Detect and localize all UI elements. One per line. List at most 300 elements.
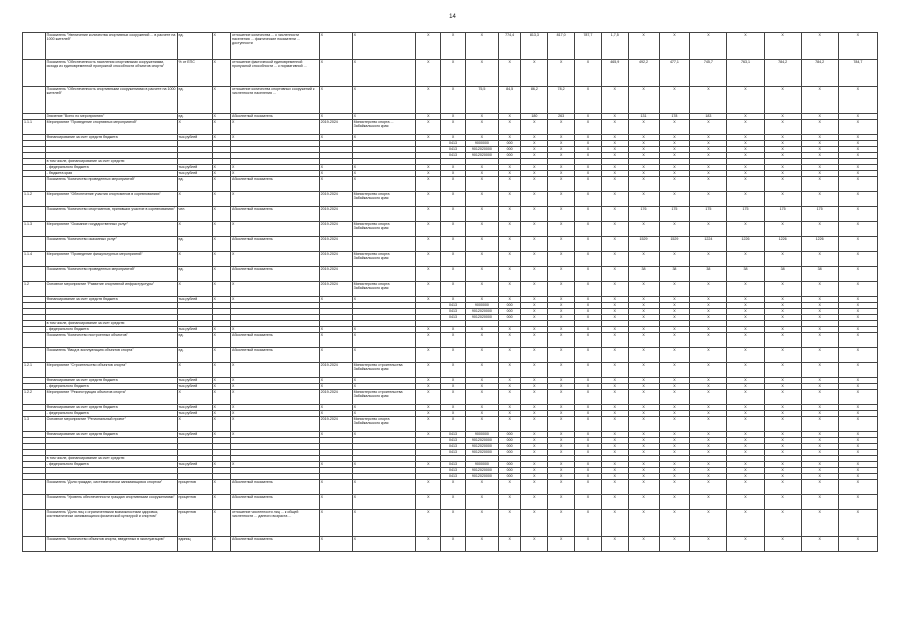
- table-cell: X: [465, 480, 498, 495]
- table-row: [23, 495, 878, 510]
- table-cell: X: [441, 60, 466, 87]
- table-cell: X: [801, 114, 838, 120]
- table-cell: X: [521, 315, 548, 321]
- table-cell: X: [727, 510, 764, 537]
- table-cell: единиц: [177, 537, 212, 552]
- table-cell: X: [764, 510, 801, 537]
- table-cell: X: [601, 390, 628, 405]
- table-cell: отношение количества ... к численности населения ... фактические показатели ... доступности: [231, 33, 320, 60]
- table-cell: в том числе, финансирование за счет средств:: [45, 456, 177, 462]
- table-cell: X: [177, 222, 212, 237]
- table-cell: X: [575, 192, 602, 207]
- table-cell: 465,9: [601, 60, 628, 87]
- table-cell: X: [659, 171, 690, 177]
- table-cell: X: [548, 405, 575, 411]
- table-cell: X: [628, 177, 659, 192]
- table-cell: X: [548, 348, 575, 363]
- table-cell: X: [416, 390, 441, 405]
- table-cell: X: [801, 192, 838, 207]
- table-cell: X: [727, 363, 764, 378]
- table-cell: X: [628, 510, 659, 537]
- table-cell: X: [690, 444, 727, 450]
- table-cell: X: [575, 444, 602, 450]
- table-cell: X: [628, 390, 659, 405]
- table-cell: X: [231, 363, 320, 378]
- table-cell: X: [212, 390, 231, 405]
- table-cell: Финансирование за счет средств бюджета: [45, 297, 177, 303]
- table-cell: X: [764, 303, 801, 309]
- table-cell: X: [601, 378, 628, 384]
- table-cell: X: [601, 282, 628, 297]
- table-cell: X: [628, 417, 659, 432]
- table-cell: Министерство спорта Забайкальского края: [352, 282, 416, 297]
- table-cell: X: [465, 282, 498, 297]
- table-cell: X: [231, 252, 320, 267]
- table-cell: X: [659, 363, 690, 378]
- table-cell: X: [498, 384, 521, 390]
- table-cell: 0413: [441, 444, 466, 450]
- table-cell: [23, 60, 46, 87]
- table-cell: 0413: [441, 474, 466, 480]
- table-cell: 9012020000: [465, 147, 498, 153]
- table-cell: Абсолютный показатель: [231, 237, 320, 252]
- table-cell: X: [352, 297, 416, 303]
- table-cell: X: [764, 480, 801, 495]
- table-cell: X: [212, 120, 231, 135]
- table-cell: X: [727, 165, 764, 171]
- table-cell: X: [548, 192, 575, 207]
- table-row: [23, 267, 878, 282]
- table-cell: X: [575, 135, 602, 141]
- table-cell: X: [838, 114, 877, 120]
- table-cell: Финансирование за счет средств бюджета: [45, 432, 177, 438]
- table-row: [23, 237, 878, 252]
- table-cell: X: [575, 390, 602, 405]
- table-cell: X: [575, 222, 602, 237]
- table-cell: X: [801, 510, 838, 537]
- table-cell: X: [801, 327, 838, 333]
- table-row: [23, 33, 878, 60]
- table-cell: X: [575, 309, 602, 315]
- table-cell: 000: [498, 444, 521, 450]
- table-cell: X: [352, 411, 416, 417]
- table-cell: X: [352, 171, 416, 177]
- table-cell: X: [548, 333, 575, 348]
- table-cell: X: [801, 495, 838, 510]
- table-cell: X: [548, 153, 575, 159]
- table-cell: тыс.рублей: [177, 432, 212, 438]
- table-cell: X: [521, 153, 548, 159]
- table-cell: X: [352, 327, 416, 333]
- table-cell: X: [727, 378, 764, 384]
- table-cell: 1.2.2: [23, 390, 46, 405]
- table-cell: X: [801, 252, 838, 267]
- table-cell: 84,5: [498, 87, 521, 114]
- table-cell: X: [801, 282, 838, 297]
- table-cell: X: [659, 537, 690, 552]
- table-cell: X: [521, 390, 548, 405]
- table-cell: X: [628, 165, 659, 171]
- table-cell: 9000000: [465, 303, 498, 309]
- table-cell: X: [212, 297, 231, 303]
- table-cell: - федерального бюджета: [45, 411, 177, 417]
- table-cell: X: [659, 384, 690, 390]
- table-cell: X: [601, 537, 628, 552]
- table-cell: Мероприятие "Строительство объектов спорта": [45, 363, 177, 378]
- table-cell: X: [690, 33, 727, 60]
- table-cell: X: [659, 333, 690, 348]
- table-cell: 1.3: [23, 417, 46, 432]
- table-cell: X: [465, 114, 498, 120]
- table-cell: X: [319, 537, 352, 552]
- table-cell: 175: [690, 207, 727, 222]
- table-cell: 2019-2024: [319, 237, 352, 252]
- table-cell: X: [838, 417, 877, 432]
- table-cell: X: [319, 348, 352, 363]
- table-cell: X: [690, 141, 727, 147]
- table-cell: X: [801, 33, 838, 60]
- table-cell: X: [416, 510, 441, 537]
- table-cell: X: [177, 390, 212, 405]
- table-cell: X: [801, 432, 838, 438]
- table-cell: X: [548, 390, 575, 405]
- table-cell: X: [212, 432, 231, 438]
- table-cell: X: [575, 468, 602, 474]
- table-cell: X: [441, 135, 466, 141]
- table-cell: X: [838, 237, 877, 252]
- table-cell: X: [659, 147, 690, 153]
- table-cell: 1.1.4: [23, 252, 46, 267]
- table-cell: X: [521, 462, 548, 468]
- table-cell: X: [690, 462, 727, 468]
- table-cell: X: [521, 237, 548, 252]
- table-cell: X: [628, 33, 659, 60]
- table-cell: X: [628, 282, 659, 297]
- table-cell: X: [575, 438, 602, 444]
- table-cell: X: [416, 333, 441, 348]
- table-cell: X: [548, 177, 575, 192]
- table-cell: X: [575, 252, 602, 267]
- table-cell: 1.2.1: [23, 363, 46, 378]
- table-cell: X: [498, 120, 521, 135]
- table-cell: Министерство спорта Забайкальского края: [352, 222, 416, 237]
- table-cell: Финансирование за счет средств бюджета: [45, 135, 177, 141]
- table-cell: X: [659, 468, 690, 474]
- table-cell: X: [801, 153, 838, 159]
- table-cell: X: [601, 480, 628, 495]
- table-cell: X: [690, 510, 727, 537]
- table-cell: X: [521, 165, 548, 171]
- table-cell: 175: [727, 207, 764, 222]
- table-cell: X: [838, 252, 877, 267]
- table-cell: X: [690, 303, 727, 309]
- table-cell: X: [231, 171, 320, 177]
- table-cell: X: [231, 192, 320, 207]
- table-cell: X: [601, 252, 628, 267]
- table-cell: X: [465, 135, 498, 141]
- table-cell: X: [727, 462, 764, 468]
- table-cell: Показатель "Уровень обеспеченности граждан спортивными сооружениями": [45, 495, 177, 510]
- table-row: [23, 510, 878, 537]
- table-cell: X: [231, 390, 320, 405]
- table-cell: X: [212, 405, 231, 411]
- table-cell: X: [838, 120, 877, 135]
- table-cell: X: [416, 363, 441, 378]
- table-cell: X: [628, 135, 659, 141]
- table-cell: X: [521, 141, 548, 147]
- table-cell: X: [465, 252, 498, 267]
- table-cell: тыс.рублей: [177, 171, 212, 177]
- table-cell: X: [548, 267, 575, 282]
- table-cell: X: [416, 60, 441, 87]
- table-cell: X: [521, 147, 548, 153]
- table-cell: X: [601, 114, 628, 120]
- table-cell: X: [575, 177, 602, 192]
- table-cell: процентов: [177, 480, 212, 495]
- table-cell: X: [441, 33, 466, 60]
- table-cell: X: [690, 468, 727, 474]
- table-cell: X: [838, 333, 877, 348]
- table-cell: Показатель "Количество оказанных услуг": [45, 237, 177, 252]
- table-cell: X: [727, 171, 764, 177]
- table-cell: X: [231, 405, 320, 411]
- table-cell: X: [498, 411, 521, 417]
- table-cell: X: [690, 120, 727, 135]
- table-cell: X: [659, 432, 690, 438]
- table-cell: процентов: [177, 495, 212, 510]
- table-cell: X: [441, 378, 466, 384]
- table-cell: X: [416, 120, 441, 135]
- table-cell: X: [727, 114, 764, 120]
- table-cell: X: [319, 480, 352, 495]
- table-cell: X: [690, 192, 727, 207]
- table-cell: X: [690, 165, 727, 171]
- table-row: [23, 87, 878, 114]
- table-cell: [23, 333, 46, 348]
- table-cell: 000: [498, 141, 521, 147]
- table-cell: X: [575, 333, 602, 348]
- table-cell: X: [212, 537, 231, 552]
- table-cell: X: [601, 267, 628, 282]
- table-cell: X: [628, 438, 659, 444]
- table-cell: X: [212, 177, 231, 192]
- table-cell: 0413: [441, 462, 466, 468]
- table-row: [23, 207, 878, 222]
- table-cell: X: [659, 438, 690, 444]
- table-cell: X: [548, 141, 575, 147]
- table-cell: X: [690, 495, 727, 510]
- table-cell: X: [465, 33, 498, 60]
- table-cell: X: [601, 327, 628, 333]
- table-cell: X: [212, 348, 231, 363]
- table-cell: X: [659, 510, 690, 537]
- table-cell: X: [416, 432, 441, 438]
- table-cell: X: [575, 450, 602, 456]
- table-cell: ед.: [177, 267, 212, 282]
- table-row: [23, 177, 878, 192]
- table-cell: X: [838, 444, 877, 450]
- table-cell: X: [838, 462, 877, 468]
- table-cell: 745,7: [690, 60, 727, 87]
- table-cell: X: [521, 450, 548, 456]
- table-cell: X: [352, 177, 416, 192]
- table-cell: X: [416, 114, 441, 120]
- table-cell: 78,2: [548, 87, 575, 114]
- table-cell: X: [601, 141, 628, 147]
- table-cell: X: [659, 222, 690, 237]
- table-cell: X: [441, 267, 466, 282]
- table-cell: 0413: [441, 450, 466, 456]
- table-cell: X: [352, 510, 416, 537]
- table-cell: X: [801, 474, 838, 480]
- table-cell: X: [212, 480, 231, 495]
- table-cell: X: [521, 309, 548, 315]
- table-cell: X: [690, 411, 727, 417]
- table-cell: 9012020000: [465, 438, 498, 444]
- table-cell: X: [801, 363, 838, 378]
- table-cell: 787,7: [575, 33, 602, 60]
- table-cell: X: [838, 192, 877, 207]
- table-cell: X: [231, 282, 320, 297]
- table-cell: X: [801, 135, 838, 141]
- table-cell: X: [319, 333, 352, 348]
- table-cell: X: [601, 207, 628, 222]
- table-cell: X: [319, 432, 352, 438]
- table-row: [23, 417, 878, 432]
- table-cell: X: [212, 267, 231, 282]
- table-cell: X: [838, 177, 877, 192]
- table-row: [23, 192, 878, 207]
- table-cell: X: [548, 135, 575, 141]
- table-cell: X: [465, 267, 498, 282]
- table-cell: X: [764, 135, 801, 141]
- table-cell: X: [764, 327, 801, 333]
- table-cell: X: [601, 384, 628, 390]
- table-cell: X: [548, 510, 575, 537]
- table-cell: Основное мероприятие "Развитие спортивной инфраструктуры": [45, 282, 177, 297]
- table-cell: X: [521, 474, 548, 480]
- table-cell: Абсолютный показатель: [231, 177, 320, 192]
- table-cell: 1.1.2: [23, 192, 46, 207]
- table-cell: X: [690, 417, 727, 432]
- table-cell: X: [838, 267, 877, 282]
- table-cell: X: [727, 405, 764, 411]
- table-cell: X: [441, 363, 466, 378]
- table-cell: X: [441, 417, 466, 432]
- table-cell: X: [441, 333, 466, 348]
- table-cell: X: [764, 315, 801, 321]
- table-cell: X: [727, 303, 764, 309]
- table-cell: X: [465, 417, 498, 432]
- table-cell: X: [441, 87, 466, 114]
- table-cell: X: [628, 171, 659, 177]
- table-cell: 86,2: [521, 87, 548, 114]
- table-cell: X: [548, 495, 575, 510]
- table-cell: X: [690, 252, 727, 267]
- table-cell: X: [601, 510, 628, 537]
- table-cell: X: [801, 417, 838, 432]
- table-cell: X: [801, 309, 838, 315]
- table-cell: Показатель "Количество проведенных мероприятий": [45, 177, 177, 192]
- table-cell: X: [352, 384, 416, 390]
- table-cell: X: [838, 282, 877, 297]
- table-cell: X: [838, 165, 877, 171]
- table-cell: X: [764, 120, 801, 135]
- table-cell: X: [416, 282, 441, 297]
- table-cell: X: [575, 474, 602, 480]
- table-cell: X: [319, 510, 352, 537]
- table-cell: X: [521, 120, 548, 135]
- table-cell: X: [628, 303, 659, 309]
- table-cell: X: [416, 171, 441, 177]
- table-cell: X: [764, 192, 801, 207]
- table-cell: [23, 267, 46, 282]
- table-cell: тыс.рублей: [177, 462, 212, 468]
- table-cell: X: [628, 120, 659, 135]
- table-cell: Министерство строительства Забайкальского края: [352, 363, 416, 378]
- table-cell: X: [441, 327, 466, 333]
- table-cell: X: [838, 297, 877, 303]
- table-cell: X: [601, 135, 628, 141]
- table-cell: X: [801, 171, 838, 177]
- table-cell: X: [659, 309, 690, 315]
- table-cell: X: [441, 114, 466, 120]
- table-cell: X: [764, 537, 801, 552]
- table-cell: X: [764, 462, 801, 468]
- table-cell: X: [465, 363, 498, 378]
- table-cell: X: [659, 411, 690, 417]
- table-cell: X: [212, 87, 231, 114]
- table-cell: X: [212, 417, 231, 432]
- table-cell: X: [465, 537, 498, 552]
- table-cell: X: [231, 297, 320, 303]
- table-cell: X: [231, 417, 320, 432]
- table-cell: X: [838, 153, 877, 159]
- table-cell: 1.1.3: [23, 222, 46, 237]
- table-cell: X: [498, 114, 521, 120]
- table-cell: X: [416, 177, 441, 192]
- table-cell: X: [764, 444, 801, 450]
- table-cell: X: [319, 411, 352, 417]
- table-cell: 38: [764, 267, 801, 282]
- table-cell: X: [416, 135, 441, 141]
- table-cell: [23, 510, 46, 537]
- table-cell: X: [628, 147, 659, 153]
- table-cell: X: [352, 495, 416, 510]
- table-cell: X: [231, 120, 320, 135]
- table-cell: Показатель "Количество проведенных мероприятий": [45, 267, 177, 282]
- table-cell: X: [690, 147, 727, 153]
- table-cell: X: [465, 60, 498, 87]
- table-cell: X: [465, 171, 498, 177]
- table-cell: X: [521, 327, 548, 333]
- table-row: [23, 363, 878, 378]
- table-cell: X: [801, 384, 838, 390]
- table-cell: X: [498, 417, 521, 432]
- table-cell: X: [177, 282, 212, 297]
- table-cell: X: [764, 495, 801, 510]
- table-cell: X: [521, 417, 548, 432]
- table-cell: X: [319, 135, 352, 141]
- table-cell: X: [498, 237, 521, 252]
- table-cell: 000: [498, 153, 521, 159]
- table-cell: X: [416, 237, 441, 252]
- table-cell: X: [441, 282, 466, 297]
- table-cell: X: [521, 363, 548, 378]
- table-cell: X: [690, 474, 727, 480]
- table-cell: X: [416, 33, 441, 60]
- table-cell: X: [575, 510, 602, 537]
